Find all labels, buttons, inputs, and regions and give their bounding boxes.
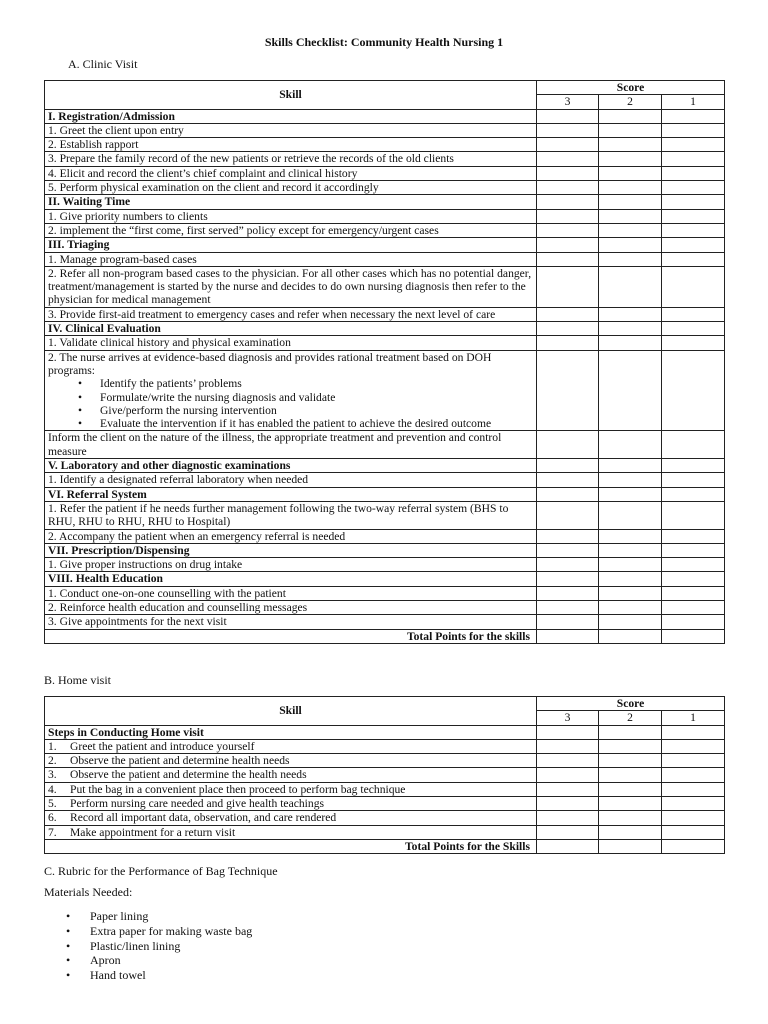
skill-row <box>45 600 725 614</box>
score-cell[interactable] <box>599 138 662 152</box>
skill-text <box>45 768 537 782</box>
score-cell[interactable] <box>599 209 662 223</box>
score-cell[interactable] <box>662 138 725 152</box>
score-3-header: 3 <box>537 95 599 109</box>
skill-text <box>45 754 537 768</box>
skill-text: 1. Greet the client upon entry <box>45 123 537 137</box>
score-cell[interactable] <box>537 754 599 768</box>
skill-row <box>45 123 725 137</box>
score-cell[interactable] <box>599 350 662 431</box>
skill-text: 1. Give priority numbers to clients <box>45 209 537 223</box>
skill-text: 1. Identify a designated referral laboratory when needed <box>45 473 537 487</box>
score-cell[interactable] <box>599 307 662 321</box>
skill-row <box>45 586 725 600</box>
score-cell[interactable] <box>599 487 662 501</box>
score-cell[interactable] <box>537 797 599 811</box>
score-cell[interactable] <box>662 252 725 266</box>
score-cell[interactable] <box>537 322 599 336</box>
score-cell[interactable] <box>537 615 599 629</box>
score-cell[interactable] <box>537 181 599 195</box>
step-number: 6. <box>48 811 57 825</box>
score-cell[interactable] <box>662 558 725 572</box>
score-cell[interactable] <box>662 615 725 629</box>
skill-row <box>45 431 725 459</box>
score-cell[interactable] <box>662 487 725 501</box>
score-cell[interactable] <box>599 336 662 350</box>
score-cell[interactable] <box>662 322 725 336</box>
skill-row <box>45 223 725 237</box>
skill-bullet: • Give/perform the nursing intervention <box>100 404 533 417</box>
score-cell[interactable] <box>537 195 599 209</box>
score-1-header: 1 <box>662 95 725 109</box>
skill-bullet: • Evaluate the intervention if it has enabled the patient to achieve the desired outcome <box>100 417 533 430</box>
score-cell[interactable] <box>662 782 725 796</box>
total-row <box>45 629 725 643</box>
score-cell[interactable] <box>662 195 725 209</box>
step-number: 5. <box>48 797 57 811</box>
score-cell[interactable] <box>662 572 725 586</box>
skill-row <box>45 209 725 223</box>
score-cell[interactable] <box>599 797 662 811</box>
score-cell[interactable] <box>662 459 725 473</box>
score-cell[interactable] <box>537 123 599 137</box>
score-cell[interactable] <box>662 501 725 529</box>
score-cell[interactable] <box>599 811 662 825</box>
score-cell[interactable] <box>599 739 662 753</box>
score-column-header: Score <box>537 697 725 711</box>
score-cell[interactable] <box>662 754 725 768</box>
category-title: II. Waiting Time <box>45 195 537 209</box>
skill-row <box>45 782 725 796</box>
step-text: Perform nursing care needed and give health teachings <box>70 797 324 811</box>
skill-row <box>45 811 725 825</box>
section-b-heading: B. Home visit <box>44 673 112 687</box>
total-points-label: Total Points for the Skills <box>45 839 537 853</box>
skill-column-header: Skill <box>45 81 537 110</box>
skill-text: 5. Perform physical examination on the client and record it accordingly <box>45 181 537 195</box>
score-cell[interactable] <box>537 473 599 487</box>
category-title: IV. Clinical Evaluation <box>45 322 537 336</box>
score-cell[interactable] <box>599 459 662 473</box>
skill-text: 2. Accompany the patient when an emergency referral is needed <box>45 529 537 543</box>
step-text: Put the bag in a convenient place then proceed to perform bag technique <box>70 782 406 796</box>
score-cell[interactable] <box>662 123 725 137</box>
score-cell[interactable] <box>662 336 725 350</box>
score-cell[interactable] <box>599 195 662 209</box>
score-cell[interactable] <box>662 431 725 459</box>
material-item: • Extra paper for making waste bag <box>66 924 252 939</box>
score-cell[interactable] <box>662 223 725 237</box>
score-cell[interactable] <box>662 109 725 123</box>
total-points-label: Total Points for the skills <box>45 629 537 643</box>
skill-text <box>45 350 537 431</box>
score-cell[interactable] <box>537 725 599 739</box>
step-text: Observe the patient and determine the health needs <box>70 768 307 782</box>
skill-text: 2. Establish rapport <box>45 138 537 152</box>
score-3-header: 3 <box>537 711 599 725</box>
score-cell[interactable] <box>662 768 725 782</box>
score-cell[interactable] <box>537 152 599 166</box>
score-cell[interactable] <box>599 252 662 266</box>
score-cell[interactable] <box>599 600 662 614</box>
category-row <box>45 543 725 557</box>
score-cell[interactable] <box>599 572 662 586</box>
skill-text: 4. Elicit and record the client’s chief complaint and clinical history <box>45 166 537 180</box>
step-text: Make appointment for a return visit <box>70 825 236 839</box>
score-cell[interactable] <box>662 543 725 557</box>
skill-row <box>45 754 725 768</box>
skill-text: 1. Validate clinical history and physical examination <box>45 336 537 350</box>
score-cell[interactable] <box>599 839 662 853</box>
score-cell[interactable] <box>599 322 662 336</box>
skill-row <box>45 138 725 152</box>
score-cell[interactable] <box>537 543 599 557</box>
skill-row <box>45 350 725 431</box>
step-text: Observe the patient and determine health needs <box>70 754 290 768</box>
step-number: 1. <box>48 739 57 753</box>
score-cell[interactable] <box>662 839 725 853</box>
score-cell[interactable] <box>537 336 599 350</box>
step-number: 7. <box>48 825 57 839</box>
score-cell[interactable] <box>662 181 725 195</box>
skill-row <box>45 336 725 350</box>
skill-row <box>45 501 725 529</box>
skill-text: 2. implement the “first come, first served” policy except for emergency/urgent cases <box>45 223 537 237</box>
score-cell[interactable] <box>537 307 599 321</box>
score-cell[interactable] <box>537 487 599 501</box>
category-title: III. Triaging <box>45 238 537 252</box>
material-item: • Plastic/linen lining <box>66 939 252 954</box>
score-1-header: 1 <box>662 711 725 725</box>
step-number: 2. <box>48 754 57 768</box>
score-cell[interactable] <box>662 739 725 753</box>
category-row <box>45 109 725 123</box>
skill-bullet-list <box>48 377 533 430</box>
score-cell[interactable] <box>599 238 662 252</box>
score-cell[interactable] <box>599 543 662 557</box>
score-cell[interactable] <box>537 768 599 782</box>
skill-row <box>45 615 725 629</box>
skill-row <box>45 307 725 321</box>
category-row <box>45 238 725 252</box>
category-title: VII. Prescription/Dispensing <box>45 543 537 557</box>
category-row <box>45 459 725 473</box>
score-cell[interactable] <box>599 629 662 643</box>
score-cell[interactable] <box>662 350 725 431</box>
score-cell[interactable] <box>537 586 599 600</box>
skill-text: 2. Refer all non-program based cases to the physician. For all other cases which has no potential danger, treatment/management is started by the nurse and decides to do own nursing diagnosis then refer to the physician for medical management <box>45 266 537 307</box>
score-cell[interactable] <box>537 811 599 825</box>
score-cell[interactable] <box>662 166 725 180</box>
category-row <box>45 725 725 739</box>
score-cell[interactable] <box>537 782 599 796</box>
score-cell[interactable] <box>599 123 662 137</box>
score-cell[interactable] <box>537 459 599 473</box>
skill-row <box>45 739 725 753</box>
skill-row <box>45 266 725 307</box>
category-title: VI. Referral System <box>45 487 537 501</box>
score-cell[interactable] <box>599 768 662 782</box>
score-cell[interactable] <box>599 825 662 839</box>
score-2-header: 2 <box>599 95 662 109</box>
score-cell[interactable] <box>662 797 725 811</box>
skill-row <box>45 825 725 839</box>
skill-text: 2. Reinforce health education and counselling messages <box>45 600 537 614</box>
skill-text <box>45 782 537 796</box>
score-cell[interactable] <box>599 615 662 629</box>
score-cell[interactable] <box>599 166 662 180</box>
skill-row <box>45 768 725 782</box>
skill-text <box>45 811 537 825</box>
total-row <box>45 839 725 853</box>
skill-bullet: • Formulate/write the nursing diagnosis and validate <box>100 391 533 404</box>
category-title: VIII. Health Education <box>45 572 537 586</box>
category-row <box>45 572 725 586</box>
score-cell[interactable] <box>537 739 599 753</box>
step-number: 4. <box>48 782 57 796</box>
score-cell[interactable] <box>537 266 599 307</box>
section-a-heading: A. Clinic Visit <box>68 57 138 71</box>
category-row <box>45 195 725 209</box>
score-cell[interactable] <box>599 586 662 600</box>
material-item: • Hand towel <box>66 968 252 983</box>
score-cell[interactable] <box>599 473 662 487</box>
skill-text <box>45 825 537 839</box>
score-cell[interactable] <box>662 529 725 543</box>
category-row <box>45 487 725 501</box>
score-cell[interactable] <box>599 754 662 768</box>
score-cell[interactable] <box>537 209 599 223</box>
skill-row <box>45 252 725 266</box>
skill-row <box>45 529 725 543</box>
skill-row <box>45 797 725 811</box>
score-cell[interactable] <box>599 558 662 572</box>
skill-text: 1. Give proper instructions on drug intake <box>45 558 537 572</box>
score-cell[interactable] <box>599 266 662 307</box>
score-cell[interactable] <box>662 266 725 307</box>
table-header-row <box>45 81 725 95</box>
score-cell[interactable] <box>537 558 599 572</box>
score-cell[interactable] <box>537 238 599 252</box>
skill-row <box>45 181 725 195</box>
score-cell[interactable] <box>537 839 599 853</box>
score-cell[interactable] <box>537 431 599 459</box>
section-c-heading: C. Rubric for the Performance of Bag Technique <box>44 864 278 878</box>
score-cell[interactable] <box>599 223 662 237</box>
category-title: I. Registration/Admission <box>45 109 537 123</box>
score-2-header: 2 <box>599 711 662 725</box>
skill-text: 1. Refer the patient if he needs further management following the two-way referral system (BHS to RHU, RHU to RHU, RHU to Hospital) <box>45 501 537 529</box>
score-cell[interactable] <box>662 473 725 487</box>
score-column-header: Score <box>537 81 725 95</box>
skill-text: 3. Prepare the family record of the new patients or retrieve the records of the old clients <box>45 152 537 166</box>
score-cell[interactable] <box>537 223 599 237</box>
score-cell[interactable] <box>662 209 725 223</box>
score-cell[interactable] <box>662 586 725 600</box>
score-cell[interactable] <box>537 350 599 431</box>
score-cell[interactable] <box>662 600 725 614</box>
score-cell[interactable] <box>599 725 662 739</box>
step-text: Greet the patient and introduce yourself <box>70 739 255 753</box>
skill-text: 1. Manage program-based cases <box>45 252 537 266</box>
score-cell[interactable] <box>537 109 599 123</box>
skill-text: 2. The nurse arrives at evidence-based diagnosis and provides rational treatment based on DOH programs: <box>48 350 492 377</box>
score-cell[interactable] <box>662 811 725 825</box>
score-cell[interactable] <box>599 431 662 459</box>
score-cell[interactable] <box>537 600 599 614</box>
score-cell[interactable] <box>599 152 662 166</box>
category-title: Steps in Conducting Home visit <box>45 725 537 739</box>
skill-row <box>45 558 725 572</box>
score-cell[interactable] <box>537 529 599 543</box>
document-title: Skills Checklist: Community Health Nursing 1 <box>264 35 504 49</box>
score-cell[interactable] <box>537 825 599 839</box>
material-item: • Apron <box>66 953 252 968</box>
material-item: • Paper lining <box>66 909 252 924</box>
step-number: 3. <box>48 768 57 782</box>
skill-text: 3. Provide first-aid treatment to emergency cases and refer when necessary the next level of care <box>45 307 537 321</box>
materials-list <box>66 909 252 983</box>
score-cell[interactable] <box>662 725 725 739</box>
score-cell[interactable] <box>537 252 599 266</box>
skill-text <box>45 739 537 753</box>
score-cell[interactable] <box>662 825 725 839</box>
skill-text: Inform the client on the nature of the illness, the appropriate treatment and prevention and control measure <box>45 431 537 459</box>
score-cell[interactable] <box>537 572 599 586</box>
step-text: Record all important data, observation, and care rendered <box>70 811 337 825</box>
category-title: V. Laboratory and other diagnostic examinations <box>45 459 537 473</box>
score-cell[interactable] <box>599 501 662 529</box>
score-cell[interactable] <box>662 152 725 166</box>
score-cell[interactable] <box>537 138 599 152</box>
skill-row <box>45 166 725 180</box>
materials-label: Materials Needed: <box>44 885 133 899</box>
skill-row <box>45 473 725 487</box>
skill-text: 1. Conduct one-on-one counselling with the patient <box>45 586 537 600</box>
score-cell[interactable] <box>662 629 725 643</box>
skill-text: 3. Give appointments for the next visit <box>45 615 537 629</box>
table-header-row <box>45 697 725 711</box>
skill-text <box>45 797 537 811</box>
score-cell[interactable] <box>599 109 662 123</box>
home-visit-checklist-table <box>44 696 725 854</box>
score-cell[interactable] <box>537 629 599 643</box>
score-cell[interactable] <box>599 782 662 796</box>
skill-column-header: Skill <box>45 697 537 726</box>
score-cell[interactable] <box>599 181 662 195</box>
skill-row <box>45 152 725 166</box>
score-cell[interactable] <box>662 238 725 252</box>
score-cell[interactable] <box>662 307 725 321</box>
clinic-visit-checklist-table <box>44 80 725 644</box>
category-row <box>45 322 725 336</box>
score-cell[interactable] <box>537 166 599 180</box>
score-cell[interactable] <box>537 501 599 529</box>
score-cell[interactable] <box>599 529 662 543</box>
skill-bullet: • Identify the patients’ problems <box>100 377 533 390</box>
